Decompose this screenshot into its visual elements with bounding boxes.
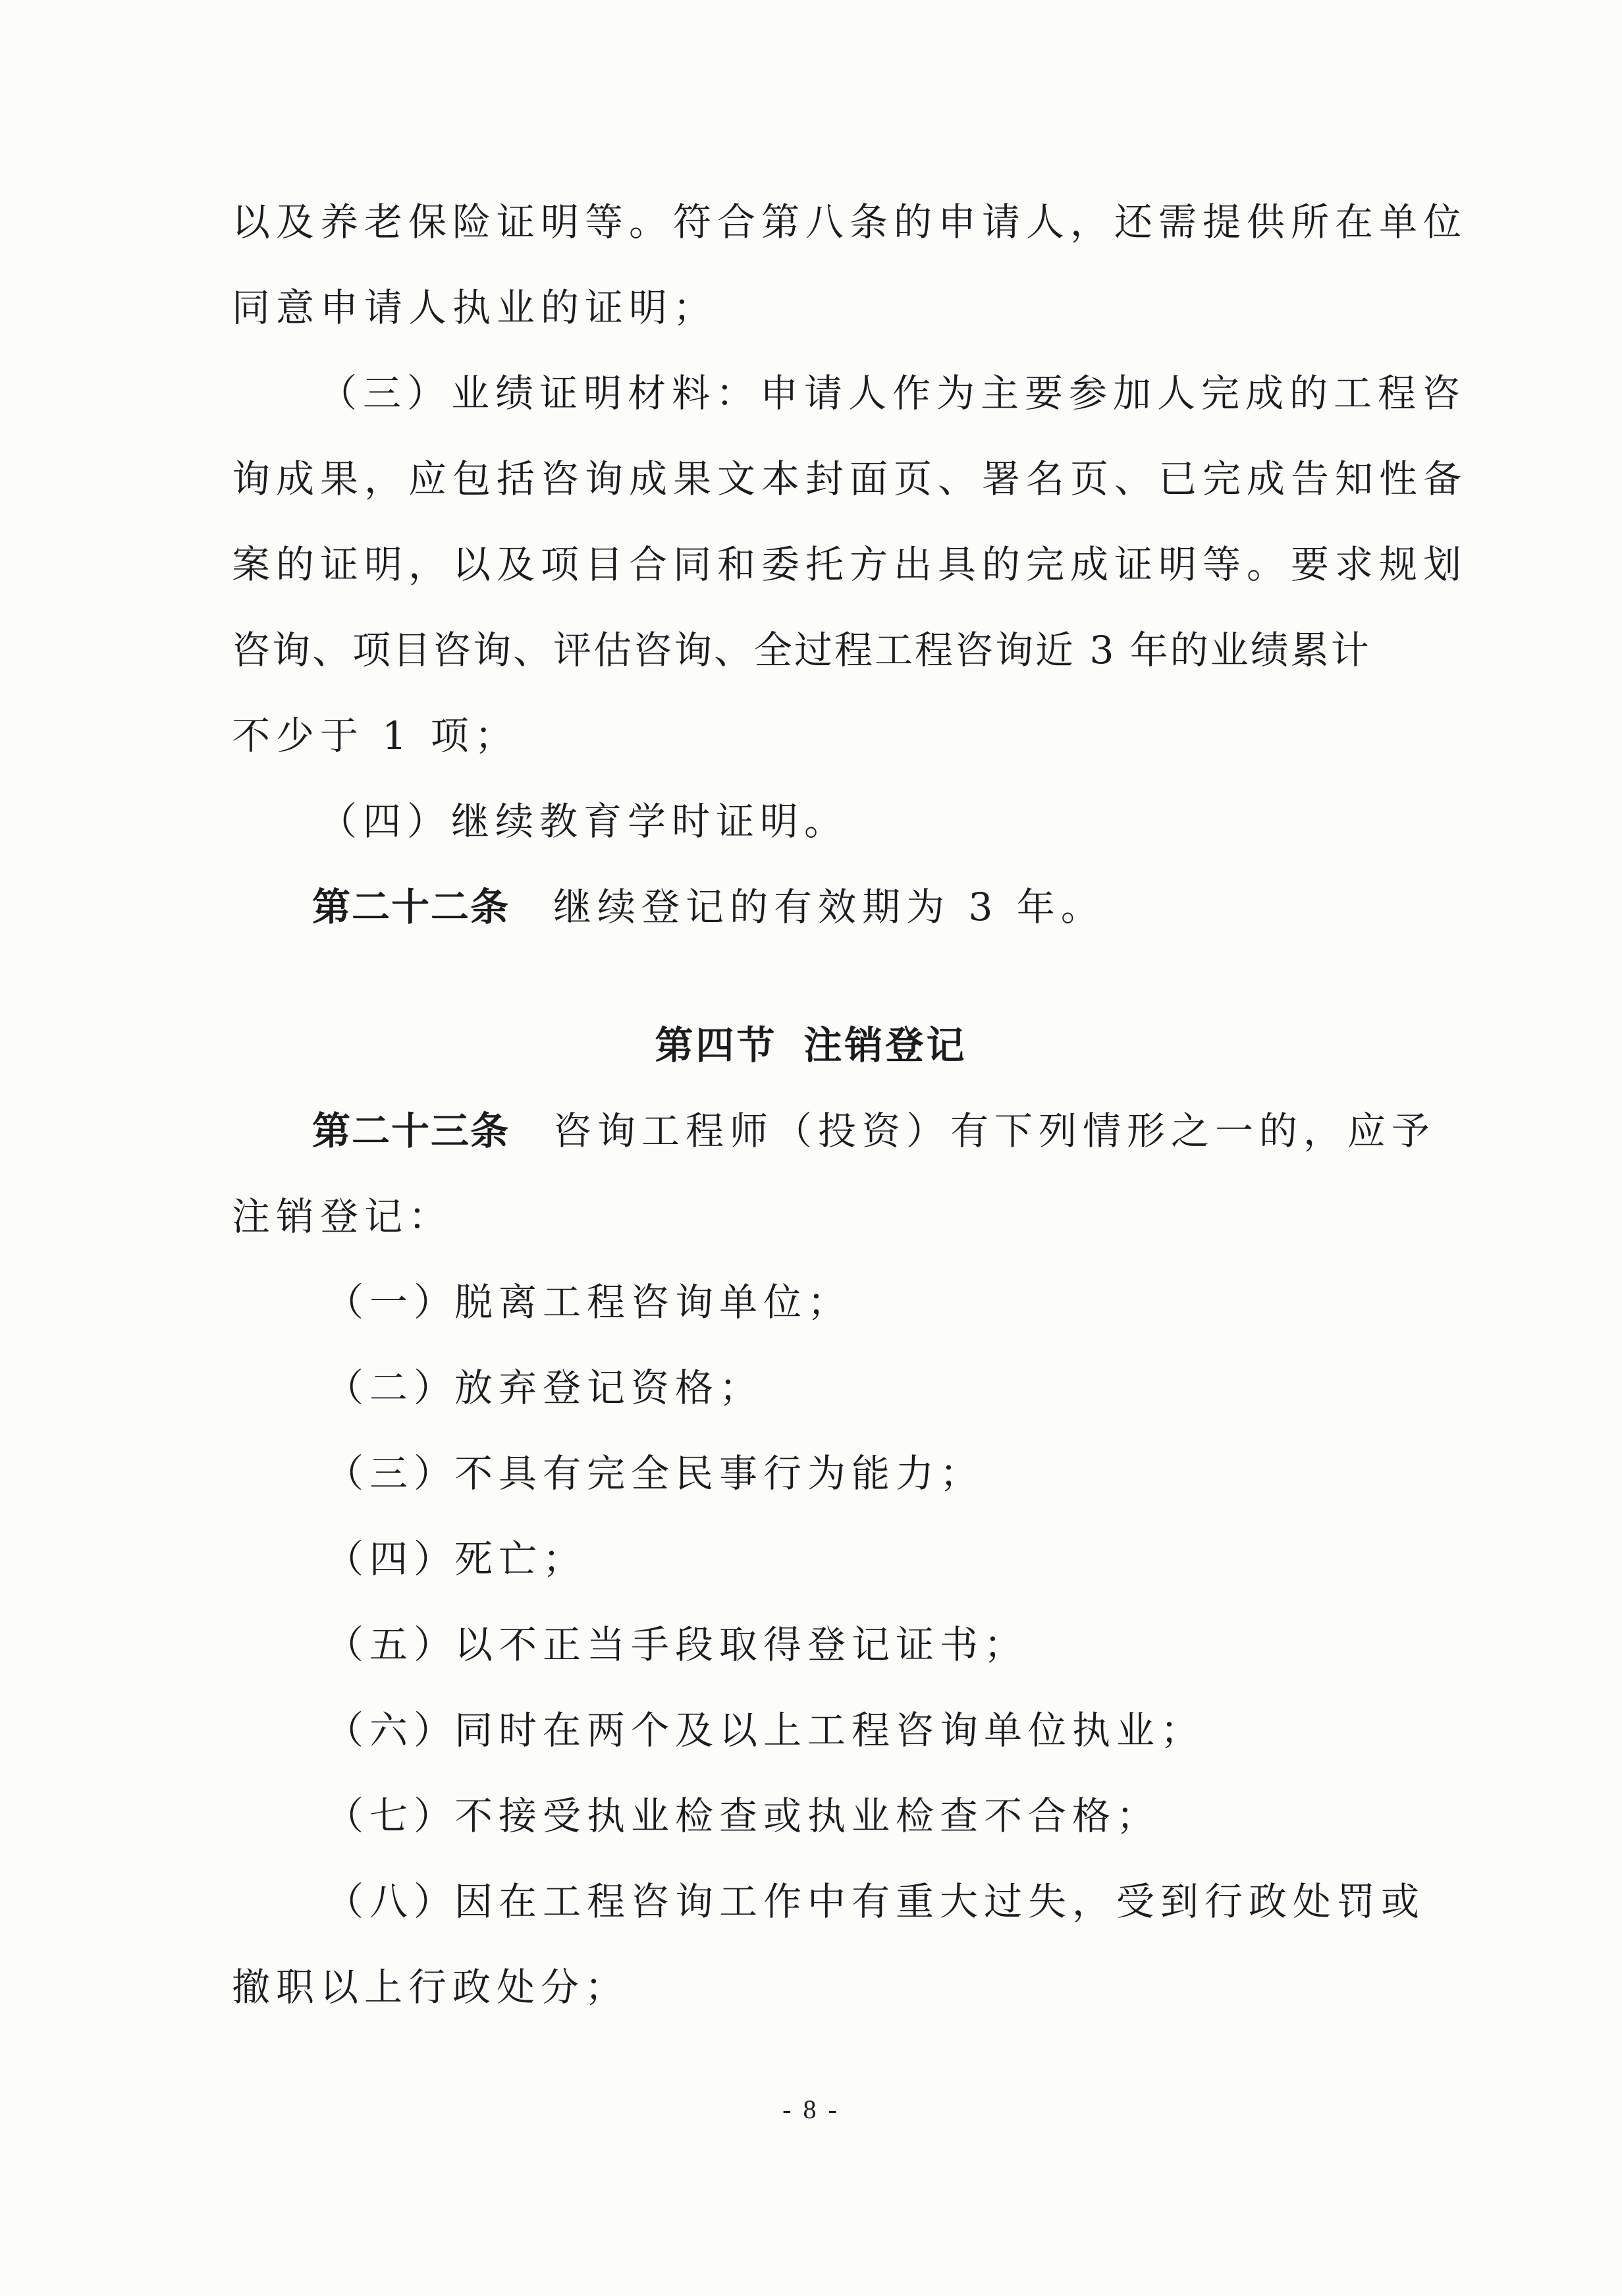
paragraph-line: 案的证明，以及项目合同和委托方出具的完成证明等。要求规划 — [232, 542, 1468, 587]
article-label: 第二十二条 — [312, 885, 510, 929]
list-item — [325, 1533, 587, 1585]
item-number: （六） — [325, 1708, 458, 1753]
item-number: （五） — [325, 1622, 458, 1667]
list-item — [325, 1875, 1425, 1928]
item-text: 脱离工程咨询单位； — [454, 1280, 852, 1325]
paragraph-line: （四）继续教育学时证明。 — [319, 799, 849, 844]
item-text: 以不正当手段取得登记证书； — [454, 1622, 1029, 1667]
article-23 — [312, 1105, 1436, 1157]
list-item — [325, 1704, 1204, 1757]
item-number: （二） — [325, 1365, 458, 1410]
item-text: 不具有完全民事行为能力； — [454, 1451, 985, 1496]
item-text: 放弃登记资格； — [454, 1365, 764, 1410]
item-number: （七） — [325, 1793, 458, 1838]
section-heading-number: 第四节 — [655, 1023, 778, 1068]
paragraph-line: 不少于 1 项； — [232, 713, 519, 758]
item-number: （八） — [325, 1879, 458, 1924]
list-item — [325, 1790, 1160, 1842]
article-22 — [312, 881, 1105, 933]
paragraph-line: 咨询、项目咨询、评估咨询、全过程工程咨询近 3 年的业绩累计 — [232, 628, 1371, 672]
page-number: - 8 - — [782, 2094, 840, 2124]
article-text: 继续登记的有效期为 3 年。 — [553, 885, 1105, 929]
paragraph-line: 询成果，应包括咨询成果文本封面页、署名页、已完成告知性备 — [232, 456, 1468, 501]
item-text: 死亡； — [454, 1537, 587, 1581]
item-number: （三） — [325, 1451, 458, 1496]
item-text: 同时在两个及以上工程咨询单位执业； — [454, 1708, 1205, 1753]
item-text: 不接受执业检查或执业检查不合格； — [454, 1793, 1161, 1838]
item-number: （四） — [325, 1537, 458, 1581]
item-number: （一） — [325, 1280, 458, 1325]
section-heading — [0, 1019, 1622, 1072]
paragraph-line: 同意申请人执业的证明； — [232, 285, 718, 330]
item-text: 因在工程咨询工作中有重大过失，受到行政处罚或 — [454, 1879, 1426, 1924]
paragraph-line: （三）业绩证明材料：申请人作为主要参加人完成的工程咨 — [319, 371, 1467, 416]
list-item — [325, 1447, 984, 1500]
paragraph-line: 以及养老保险证明等。符合第八条的申请人，还需提供所在单位 — [232, 200, 1468, 244]
list-item — [325, 1361, 763, 1414]
article-text: 咨询工程师（投资）有下列情形之一的，应予 — [553, 1108, 1436, 1153]
list-item — [325, 1618, 1028, 1671]
section-heading-title: 注销登记 — [803, 1023, 967, 1068]
list-item — [325, 1276, 852, 1328]
paragraph-line: 注销登记： — [232, 1194, 453, 1239]
article-label: 第二十三条 — [312, 1108, 510, 1153]
paragraph-line: 撤职以上行政处分； — [232, 1965, 630, 2009]
